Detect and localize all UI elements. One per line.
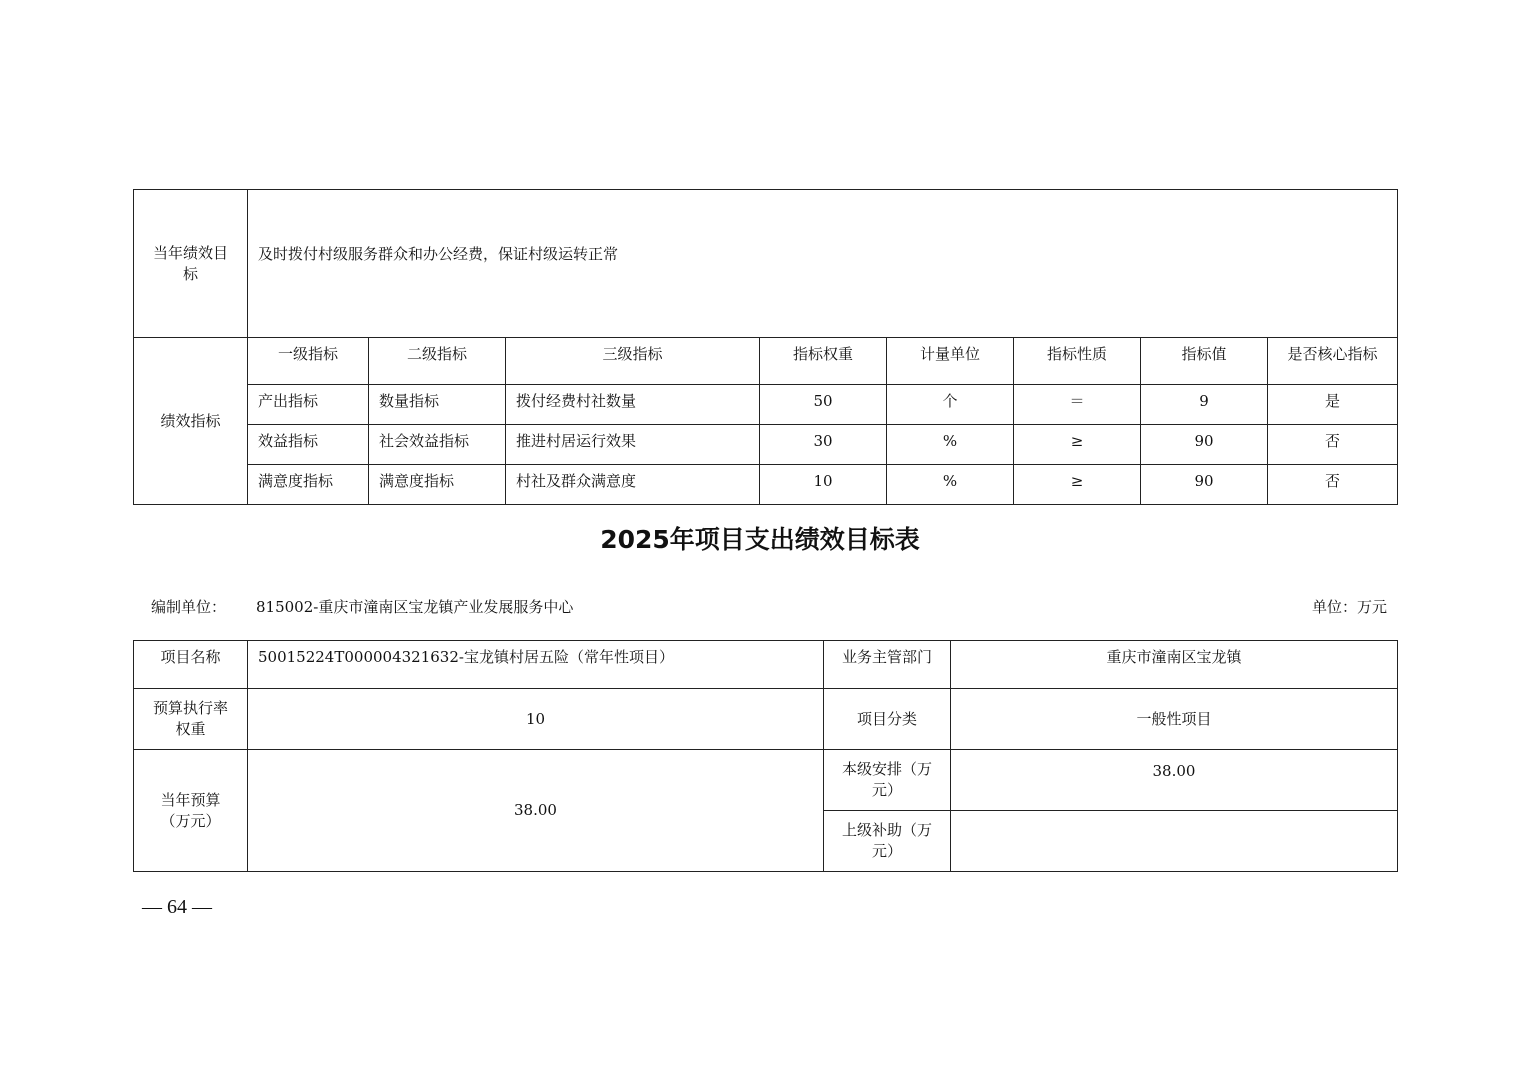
cell-weight: 50 bbox=[760, 385, 887, 425]
rate-value: 10 bbox=[248, 689, 824, 750]
cell-level2: 满意度指标 bbox=[369, 465, 506, 505]
project-info-table bbox=[133, 640, 1398, 872]
unit-label: 单位：万元 bbox=[1311, 598, 1387, 616]
indicators-label: 绩效指标 bbox=[134, 338, 248, 505]
project-name-value: 50015224T000004321632-宝龙镇村居五险（常年性项目） bbox=[248, 641, 824, 689]
cell-core: 否 bbox=[1268, 425, 1398, 465]
org-label: 编制单位： bbox=[151, 598, 227, 616]
cell-value: 90 bbox=[1141, 465, 1268, 505]
header-value: 指标值 bbox=[1141, 338, 1268, 385]
cell-weight: 10 bbox=[760, 465, 887, 505]
cell-level3: 村社及群众满意度 bbox=[506, 465, 760, 505]
cell-weight: 30 bbox=[760, 425, 887, 465]
cell-unit: % bbox=[887, 425, 1014, 465]
subsidy-label: 上级补助（万元） bbox=[824, 811, 951, 872]
table-row bbox=[134, 425, 1398, 465]
cell-nature: ≥ bbox=[1014, 465, 1141, 505]
cell-level2: 社会效益指标 bbox=[369, 425, 506, 465]
performance-indicator-table bbox=[133, 189, 1398, 505]
header-level3: 三级指标 bbox=[506, 338, 760, 385]
header-nature: 指标性质 bbox=[1014, 338, 1141, 385]
budget-label: 当年预算（万元） bbox=[134, 750, 248, 872]
cell-level1: 效益指标 bbox=[248, 425, 369, 465]
local-value: 38.00 bbox=[951, 750, 1398, 811]
cell-unit: 个 bbox=[887, 385, 1014, 425]
category-value: 一般性项目 bbox=[951, 689, 1398, 750]
cell-level3: 拨付经费村社数量 bbox=[506, 385, 760, 425]
cell-level1: 满意度指标 bbox=[248, 465, 369, 505]
annual-goal-label: 当年绩效目标 bbox=[134, 190, 248, 338]
cell-level3: 推进村居运行效果 bbox=[506, 425, 760, 465]
category-label: 项目分类 bbox=[824, 689, 951, 750]
annual-goal-text: 及时拨付村级服务群众和办公经费，保证村级运转正常 bbox=[248, 190, 1398, 338]
header-weight: 指标权重 bbox=[760, 338, 887, 385]
header-core: 是否核心指标 bbox=[1268, 338, 1398, 385]
header-level2: 二级指标 bbox=[369, 338, 506, 385]
cell-unit: % bbox=[887, 465, 1014, 505]
table-row bbox=[134, 465, 1398, 505]
local-label: 本级安排（万元） bbox=[824, 750, 951, 811]
cell-level1: 产出指标 bbox=[248, 385, 369, 425]
project-name-label: 项目名称 bbox=[134, 641, 248, 689]
header-unit: 计量单位 bbox=[887, 338, 1014, 385]
cell-nature: ≥ bbox=[1014, 425, 1141, 465]
header-level1: 一级指标 bbox=[248, 338, 369, 385]
cell-core: 是 bbox=[1268, 385, 1398, 425]
document-title: 2025年项目支出绩效目标表 bbox=[600, 525, 920, 554]
cell-nature: ＝ bbox=[1014, 385, 1141, 425]
budget-value: 38.00 bbox=[248, 750, 824, 872]
page-number: — 64 — bbox=[142, 896, 212, 918]
org-value: 815002-重庆市潼南区宝龙镇产业发展服务中心 bbox=[256, 598, 574, 616]
subsidy-value bbox=[951, 811, 1398, 872]
dept-label: 业务主管部门 bbox=[824, 641, 951, 689]
table-row bbox=[134, 385, 1398, 425]
cell-level2: 数量指标 bbox=[369, 385, 506, 425]
rate-label: 预算执行率权重 bbox=[134, 689, 248, 750]
cell-core: 否 bbox=[1268, 465, 1398, 505]
cell-value: 90 bbox=[1141, 425, 1268, 465]
dept-value: 重庆市潼南区宝龙镇 bbox=[951, 641, 1398, 689]
cell-value: 9 bbox=[1141, 385, 1268, 425]
